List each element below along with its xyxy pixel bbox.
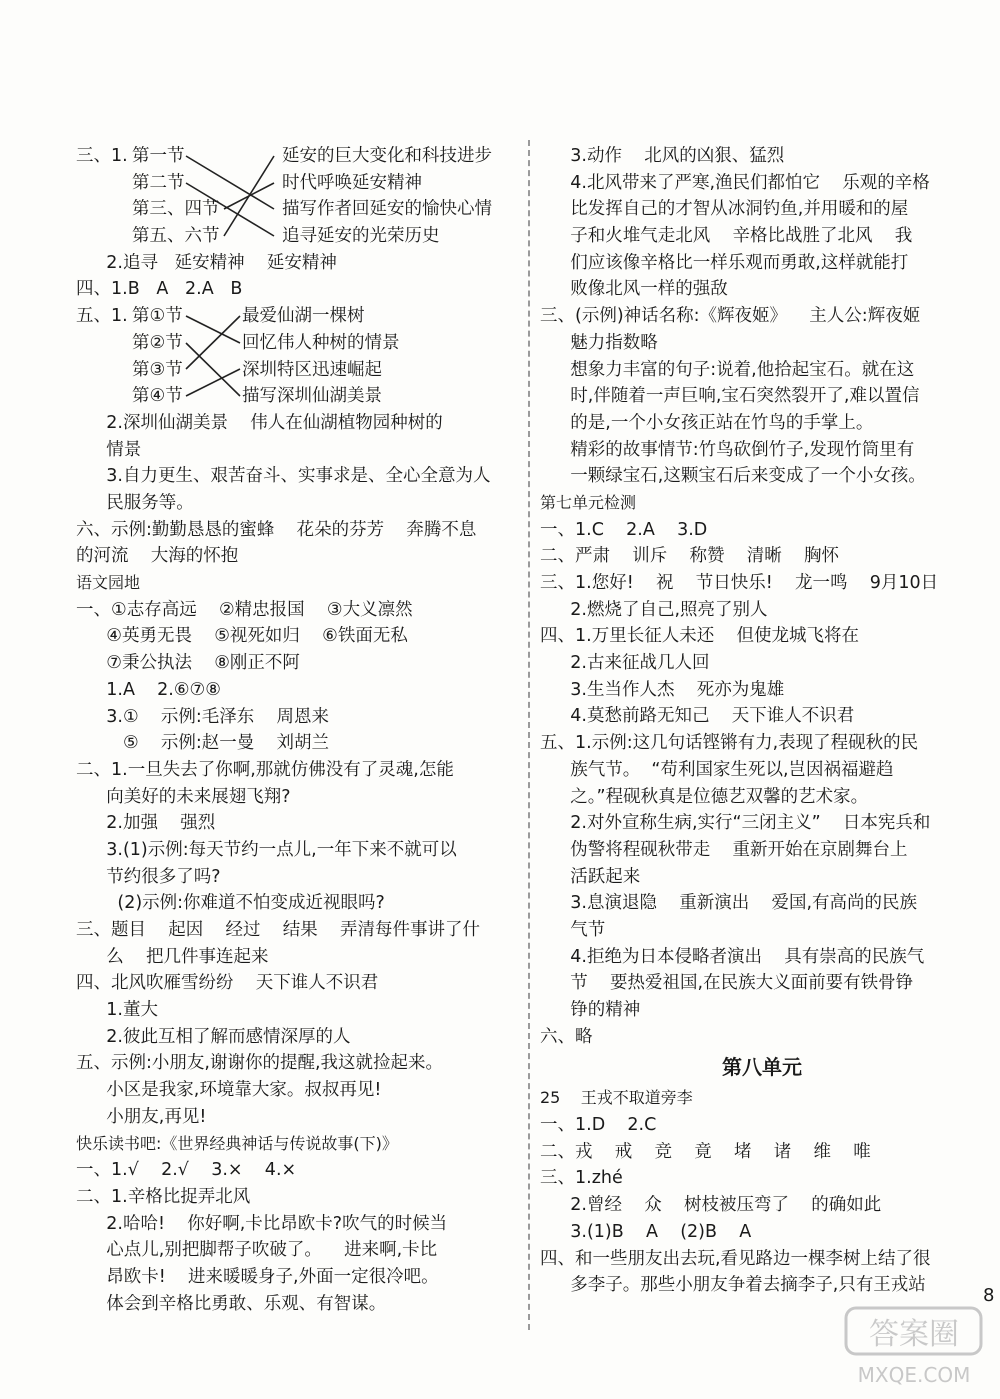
matching-exercise-1 — [76, 143, 512, 250]
text-line: 二、1.辛格比捉弄北风 — [76, 1186, 251, 1207]
match-left-item: 第①节 — [132, 306, 183, 327]
match-left-item: 第③节 — [132, 359, 183, 380]
text-line: 一、①志存高远 ②精忠报国 ③大义凛然 — [76, 599, 413, 620]
text-line: 2.燃烧了自己,照亮了别人 — [548, 599, 768, 620]
svg-text:MXQE.COM: MXQE.COM — [857, 1363, 971, 1387]
text-line: 昂欧卡! 进来暖暖身子,外面一定很冷吧。 — [84, 1266, 439, 1287]
text-line: 三、1.zhé — [540, 1168, 623, 1189]
text-line: (2)示例:你难道不怕变成近视眼吗? — [84, 893, 385, 914]
text-line: 一颗绿宝石,这颗宝石后来变成了一个小女孩。 — [548, 466, 926, 487]
text-line: 二、严肃 训斥 称赞 清晰 胸怀 — [540, 546, 840, 567]
match-right-item: 回忆伟人种树的情景 — [242, 332, 400, 353]
match-left-item: 第②节 — [132, 332, 183, 353]
match-left-item: 第五、六节 — [132, 226, 220, 247]
text-line: 精彩的故事情节:竹鸟砍倒竹子,发现竹筒里有 — [548, 439, 915, 460]
text-line: 快乐读书吧:《世界经典神话与传说故事(下)》 — [76, 1133, 398, 1153]
match-line — [186, 316, 240, 343]
text-line: 伪警将程砚秋带走 重新开始在京剧舞台上 — [548, 839, 908, 860]
text-line: 们应该像辛格比一样乐观而勇敢,这样就能打 — [548, 252, 909, 273]
text-line: 4.北风带来了严寒,渔民们都怕它 乐观的辛格 — [548, 172, 930, 193]
page-number: 8 — [983, 1285, 995, 1306]
text-line: 的是,一个小女孩正站在竹鸟的手掌上。 — [548, 412, 874, 433]
text-line: 情景 — [84, 439, 142, 460]
text-line: 魅力指数略 — [548, 332, 658, 353]
text-line: 三、题目 起因 经过 结果 弄清每件事讲了什 — [76, 920, 481, 941]
text-line: 4.拒绝为日本侵略者演出 具有崇高的民族气 — [548, 946, 925, 967]
text-line: 一、1.√ 2.√ 3.× 4.× — [76, 1160, 297, 1181]
exercise-prefix: 三、1. — [76, 146, 128, 166]
match-right-item: 描写作者回延安的愉快心情 — [282, 199, 492, 220]
text-line: 四、1.B A 2.A B — [76, 279, 243, 300]
matching-lines — [84, 303, 244, 410]
text-line: ⑦秉公执法 ⑧刚正不阿 — [84, 653, 300, 674]
match-right-item: 深圳特区迅速崛起 — [242, 359, 382, 380]
right-column — [540, 143, 976, 1299]
text-line: 四、1.万里长征人未还 但使龙城飞将在 — [540, 626, 859, 647]
text-line: 第七单元检测 — [540, 492, 637, 512]
text-line: 小区是我家,环境靠大家。叔叔再见! — [84, 1080, 382, 1101]
match-right-item: 时代呼唤延安精神 — [282, 172, 422, 193]
text-line: 铮的精神 — [548, 1000, 641, 1020]
text-line: 2.对外宣称生病,实行“三闭主义” 日本宪兵和 — [548, 813, 931, 834]
text-line: 二、戎 戒 竞 竟 堵 诸 维 唯 — [540, 1141, 871, 1162]
text-line: 族气节。 “苟利国家生死以,岂因祸福避趋 — [548, 759, 894, 780]
svg-text:答案圈: 答案圈 — [869, 1317, 959, 1352]
text-line: 3.自力更生、艰苦奋斗、实事求是、全心全意为人 — [84, 466, 491, 487]
watermark-logo — [840, 1302, 990, 1392]
exercise-prefix: 五、1. — [76, 306, 128, 327]
match-right-item: 追寻延安的光荣历史 — [282, 226, 440, 247]
matching-lines — [84, 143, 284, 250]
text-line: 2.曾经 众 树枝被压弯了 的确如此 — [548, 1195, 882, 1216]
text-line: 节 要热爱祖国,在民族大义面前要有铁骨铮 — [548, 973, 914, 994]
text-line: 1.董大 — [84, 1000, 158, 1021]
text-line: 3.动作 北风的凶狠、猛烈 — [548, 146, 785, 166]
match-line — [186, 343, 240, 396]
text-line: 3.① 示例:毛泽东 周恩来 — [84, 706, 330, 727]
text-line: 三、(示例)神话名称:《辉夜姬》 主人公:辉夜姬 — [540, 306, 921, 327]
match-right-item: 描写深圳仙湖美景 — [242, 386, 382, 407]
text-line: 2.哈哈! 你好啊,卡比昂欧卡?吹气的时候当 — [84, 1213, 448, 1234]
text-line: 体会到辛格比勇敢、乐观、有智谋。 — [84, 1293, 387, 1314]
text-line: ④英勇无畏 ⑤视死如归 ⑥铁面无私 — [84, 626, 408, 647]
text-line: 2.古来征战几人回 — [548, 653, 710, 674]
text-line: 2.深圳仙湖美景 伟人在仙湖植物园种树的 — [84, 412, 443, 433]
text-line: 3.息演退隐 重新演出 爱国,有高尚的民族 — [548, 893, 918, 914]
text-line: 向美好的未来展翅飞翔? — [84, 786, 291, 807]
text-line: 六、略 — [540, 1026, 593, 1047]
text-line: 2.加强 强烈 — [84, 813, 216, 834]
match-left-item: 第三、四节 — [132, 199, 220, 220]
unit-heading: 第八单元 — [722, 1055, 802, 1080]
text-line: 五、示例:小朋友,谢谢你的提醒,我这就捡起来。 — [76, 1053, 444, 1074]
text-line: 2.追寻 延安精神 延安精神 — [84, 252, 337, 273]
match-right-item: 延安的巨大变化和科技进步 — [282, 146, 492, 166]
text-line: 4.莫愁前路无知己 天下谁人不识君 — [548, 706, 855, 727]
match-line — [186, 316, 240, 369]
matching-exercise-2 — [76, 303, 512, 410]
match-line — [186, 183, 274, 236]
text-line: 节约很多了吗? — [84, 866, 221, 887]
match-left-item: 第④节 — [132, 386, 183, 407]
text-line: 25 王戎不取道旁李 — [540, 1088, 693, 1108]
text-line: 语文园地 — [76, 573, 141, 593]
text-line: 的河流 大海的怀抱 — [76, 546, 239, 567]
text-line: 2.彼此互相了解而感情深厚的人 — [84, 1026, 351, 1047]
text-line: 六、示例:勤勤恳恳的蜜蜂 花朵的芬芳 奔腾不息 — [76, 519, 477, 540]
text-line: 3.(1)示例:每天节约一点儿,一年下来不就可以 — [84, 839, 457, 860]
text-line: 四、和一些朋友出去玩,看见路边一棵李树上结了很 — [540, 1248, 931, 1269]
left-column — [76, 143, 512, 1317]
text-line: 子和火堆气走北风 辛格比战胜了北风 我 — [548, 226, 913, 247]
text-line: 民服务等。 — [84, 493, 194, 514]
text-line: 活跃起来 — [548, 866, 641, 887]
text-line: 时,伴随着一声巨响,宝石突然裂开了,难以置信 — [548, 386, 920, 407]
match-left-item: 第一节 — [132, 146, 185, 166]
text-line: 气节 — [548, 919, 606, 940]
text-line: ⑤ 示例:赵一曼 刘胡兰 — [84, 733, 330, 754]
text-line: 一、1.C 2.A 3.D — [540, 519, 708, 540]
text-line: 3.(1)B A (2)B A — [548, 1221, 752, 1242]
text-line: 3.生当作人杰 死亦为鬼雄 — [548, 679, 785, 700]
text-line: 五、1.示例:这几句话铿锵有力,表现了程砚秋的民 — [540, 733, 919, 754]
match-line — [186, 369, 240, 396]
text-line: 三、1.您好! 祝 节日快乐! 龙一鸣 9月10日 — [540, 573, 939, 593]
column-divider — [528, 140, 530, 1330]
text-line: 一、1.D 2.C — [540, 1115, 657, 1136]
match-line — [186, 156, 274, 209]
text-line: 么 把几件事连起来 — [84, 946, 269, 967]
text-line: 二、1.一旦失去了你啊,那就仿佛没有了灵魂,怎能 — [76, 759, 454, 780]
text-line: 心点儿,别把脚帮子吹破了。 进来啊,卡比 — [84, 1240, 438, 1261]
text-line: 想象力丰富的句子:说着,他拾起宝石。就在这 — [548, 359, 915, 380]
match-left-item: 第二节 — [132, 172, 185, 193]
text-line: 之。”程砚秋真是位德艺双馨的艺术家。 — [548, 786, 869, 807]
match-right-item: 最爱仙湖一棵树 — [242, 306, 365, 327]
text-line: 1.A 2.⑥⑦⑧ — [84, 679, 221, 700]
text-line: 败像北风一样的强敌 — [548, 279, 728, 300]
text-line: 多李子。那些小朋友争着去摘李子,只有王戎站 — [548, 1275, 926, 1296]
match-line — [224, 156, 274, 236]
text-line: 小朋友,再见! — [84, 1106, 207, 1127]
text-line: 比发挥自己的才智从冰洞钓鱼,并用暖和的屋 — [548, 199, 909, 220]
text-line: 四、北风吹雁雪纷纷 天下谁人不识君 — [76, 973, 379, 994]
